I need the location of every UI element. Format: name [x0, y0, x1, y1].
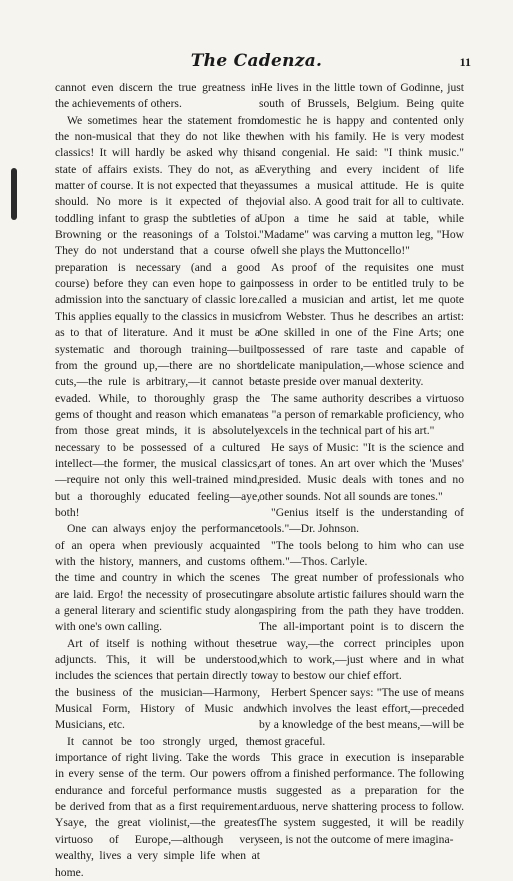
- paragraph: We sometimes hear the statement from the non-musical that they do not like the classics! It will hardly be asked why this state of affairs exists. They do not, as a matter of course. It is not expected that they should. No more is it expected of the toddling infant to grasp the subtleties of a Browning or the reasonings of a Tolstoi. They do not understand that a course of preparation is necessary (and a good course) before they can even hope to gain admission into the sanctuary of classic lore. This applies equally to the classics in music as to that of literature. And it must be a systematic and thorough training—built from the ground up,—there are no short cuts,—the rule is arbitrary,—it cannot be evaded. While, to thoroughly grasp the gems of thought and reason which emanate from those great minds, it is absolutely necessary to be possessed of a cultured intellect—the former, the musical classics,—require not only this well-trained mind, but a thoroughly educated feeling—aye, both!: [55, 113, 260, 519]
- page-header: [0, 51, 513, 73]
- paragraph: One can always enjoy the performance of an opera when previously acquainted with the history, manners, and customs of the time and country in which the scenes are laid. Ergo! the necessity of prosecuting a general literary and scientific study along with one's own calling.: [55, 522, 260, 634]
- paragraph: The great number of professionals who are absolute artistic failures should warn the aspiring from the path they have trodden. The all-important point is to discern the true way,—the correct principles upon which to work,—just where and in what way to bestow our chief effort.: [259, 571, 464, 683]
- quote: "The tools belong to him who can use them."—Thos. Carlyle.: [259, 538, 464, 568]
- paragraph: Art of itself is nothing without these adjuncts. This, it will be understood, includes the sciences that pertain directly to the business of the musician—Harmony, Musical Form, History of Music and Musicians, etc.: [55, 636, 260, 732]
- paragraph: The same authority describes a virtuoso as "a person of remarkable proficiency, who excels in the technical part of his art.": [259, 391, 464, 438]
- binding-mark: [11, 168, 17, 220]
- left-column: [55, 80, 260, 881]
- journal-title: The Cadenza.: [190, 51, 323, 71]
- paragraph: It cannot be too strongly urged, the importance of right living. Take the words in every sense of the term. Our powers of endurance and forceful performance must be derived from that as a first requirement. Ysaye, the great violinist,—the greatest virtuoso of Europe,—although very wealthy, lives a very simple life when at home.: [55, 734, 260, 879]
- paragraph: As proof of the requisites one must possess in order to be entitled truly to be called a musician and artist, let me quote from Webster. Thus he describes an artist: One skilled in one of the Fine Arts; one possessed of rare taste and capable of delicate manipulation,—whose science and taste preside over manual dexterity.: [259, 260, 464, 389]
- page-number: 11: [459, 55, 471, 69]
- paragraph: Herbert Spencer says: "The use of means which involves the least effort,—preceded by a knowledge of the best means,—will be most graceful.: [259, 685, 464, 748]
- paragraph: He lives in the little town of Godinne, just south of Brussels, Belgium. Being quite domestic he is happy and contented only when with his family. He is very modest and congenial. He said: "I think music." Everything and every incident of life assumes a musical attitude. He is quite jovial also. A good trait for all to cultivate. Upon a time he said at table, while "Madame" was carving a mutton leg, "How well she plays the Muttoncello!": [259, 81, 464, 258]
- quote: "Genius itself is the understanding of tools."—Dr. Johnson.: [259, 505, 464, 536]
- paragraph: This grace in execution is inseparable from a finished performance. The following is suggested as a preparation for the arduous, nerve shattering process to follow. The system suggested, it will be readily seen, is not the outcome of mere imagina-: [259, 751, 464, 846]
- paragraph: He says of Music: "It is the science and art of tones. An art over which the 'Muses' presided. Music deals with tones and no other sounds. Not all sounds are tones.": [259, 440, 464, 503]
- right-column: [259, 80, 464, 848]
- paragraph: cannot even discern the true greatness in the achievements of others.: [55, 81, 260, 111]
